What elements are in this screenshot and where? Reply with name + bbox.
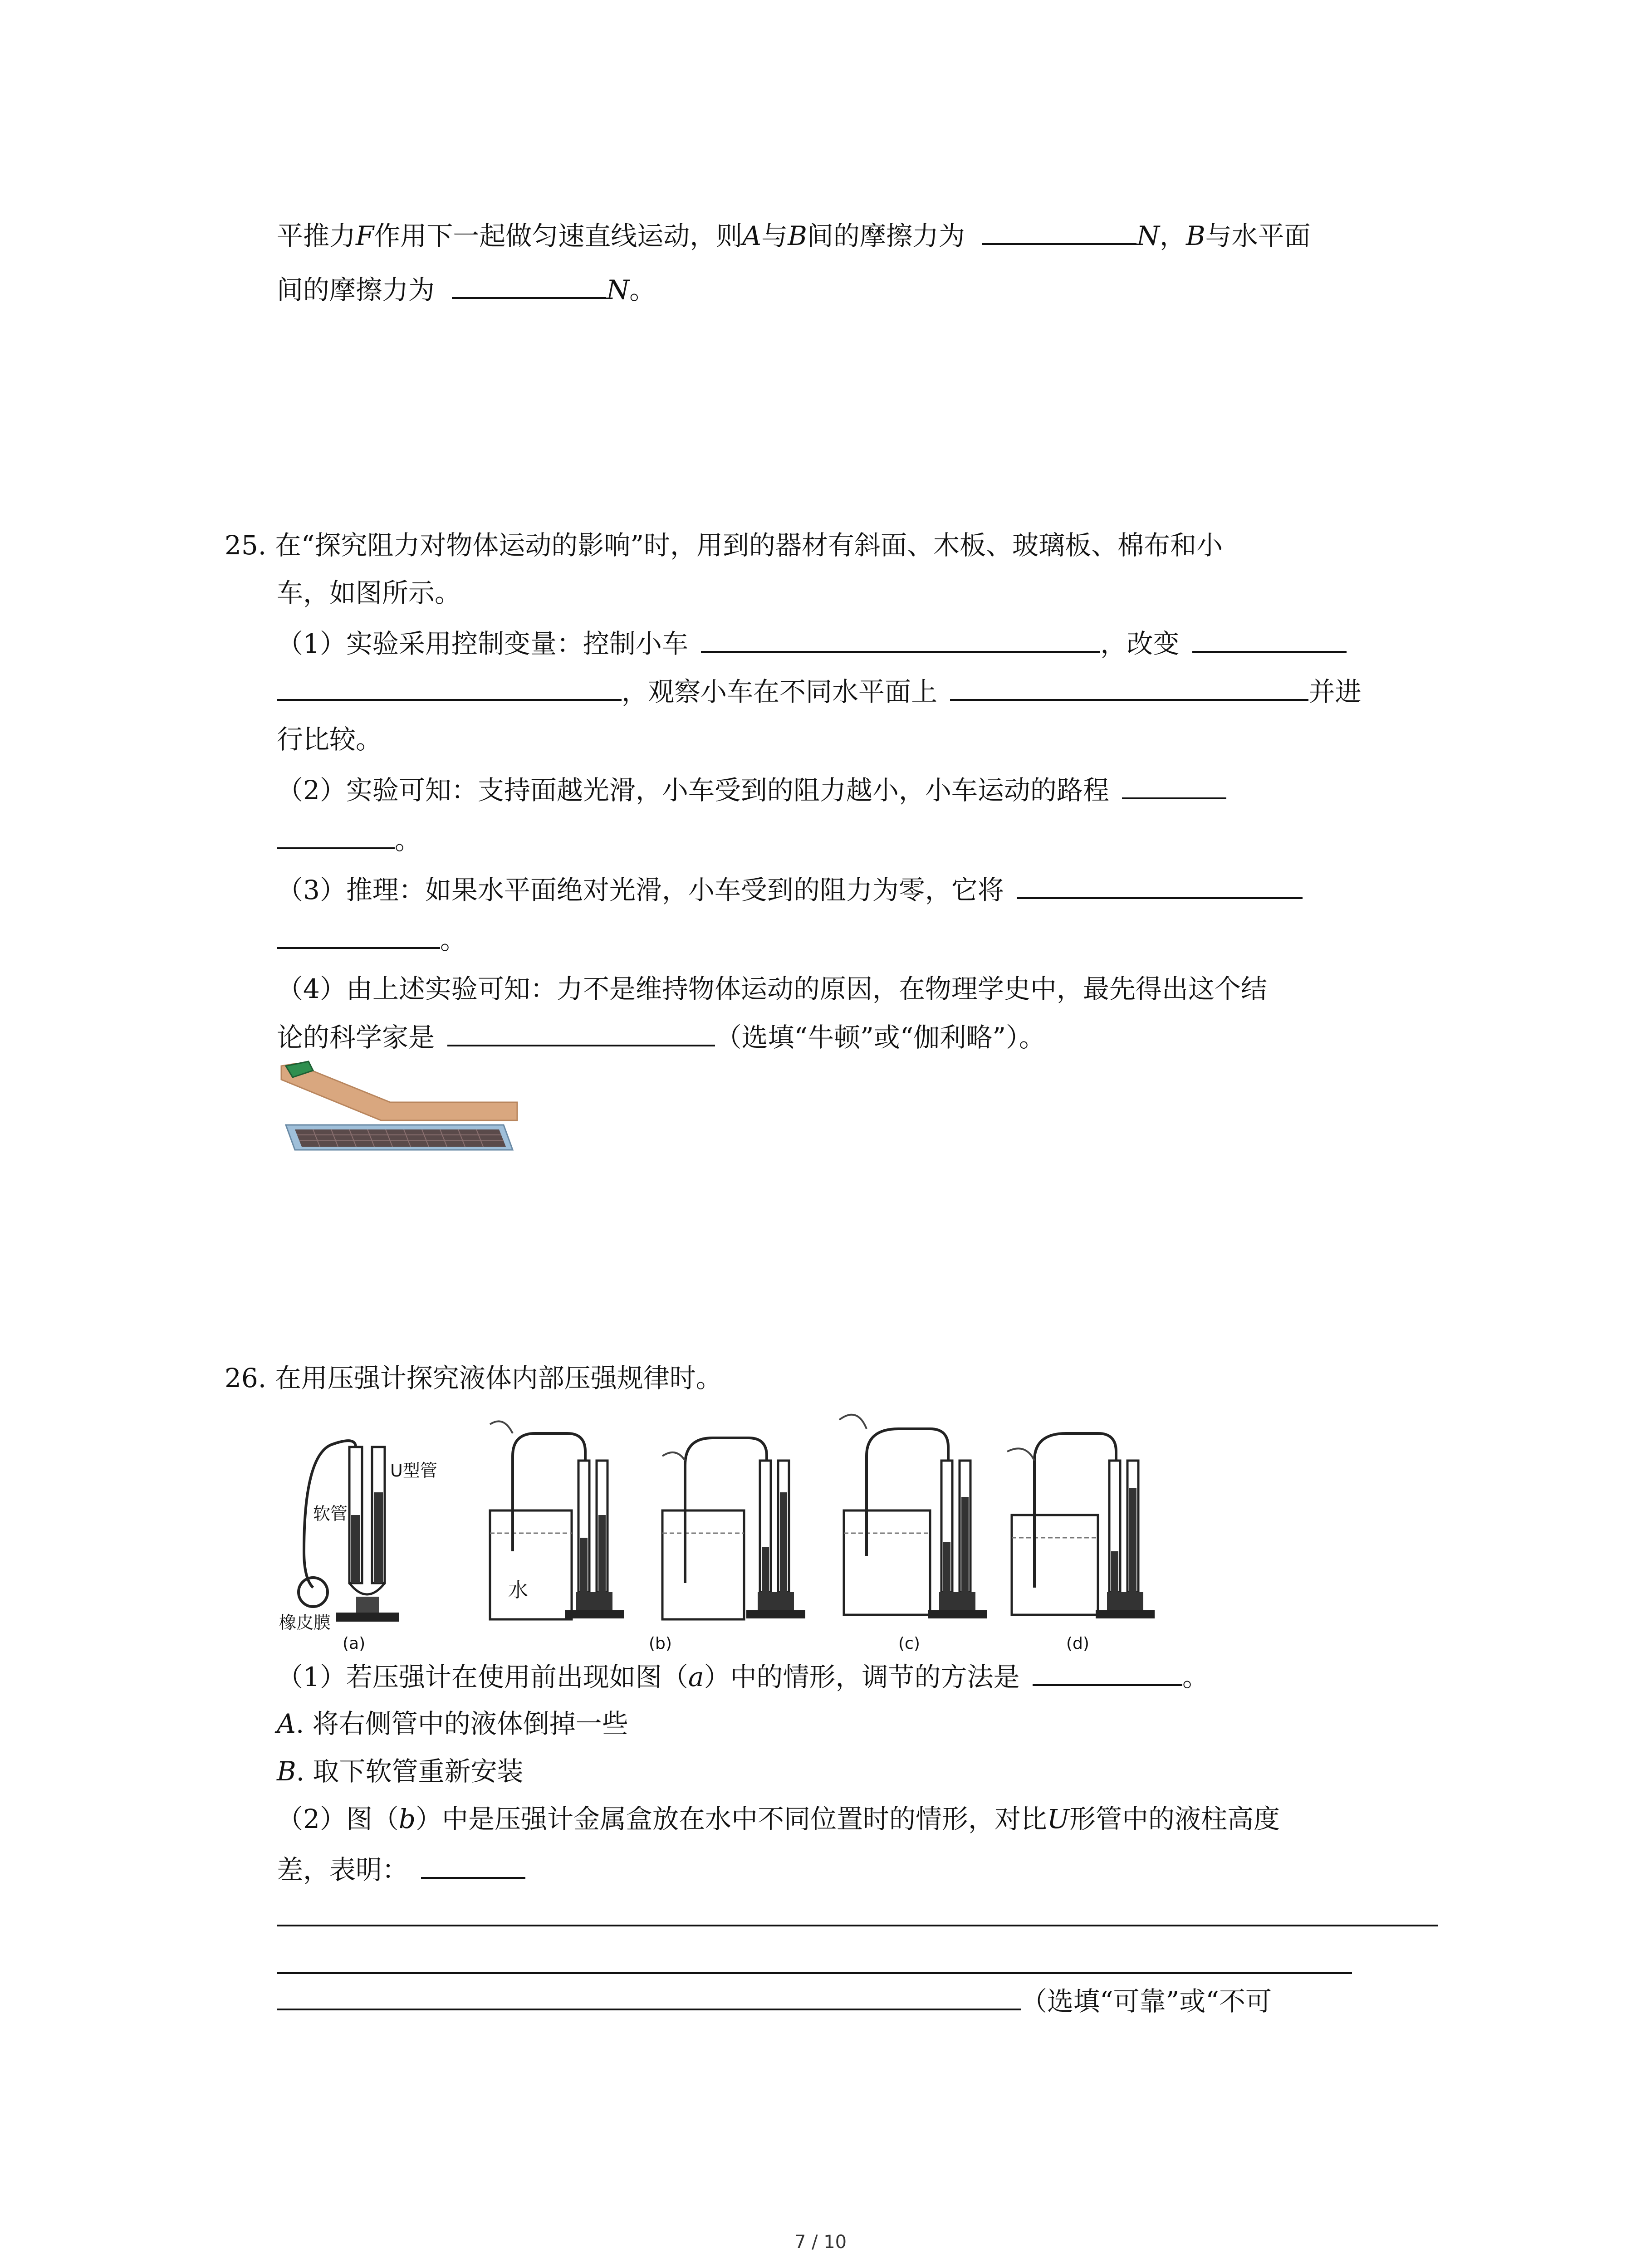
answer-blank-adjust-method[interactable] <box>1033 1658 1182 1686</box>
answer-blank-motion-b[interactable] <box>277 921 440 949</box>
question-number: 26. <box>225 1363 267 1393</box>
answer-blank-distance-b[interactable] <box>277 821 395 849</box>
q26-part1: （1）若压强计在使用前出现如图（a）中的情形，调节的方法是 。 <box>277 1658 1209 1695</box>
q25-stem-line-1: 25. 在“探究阻力对物体运动的影响”时，用到的器材有斜面、木板、玻璃板、棉布和小 <box>225 530 1223 561</box>
q25-part4-line-2: 论的科学家是 （选填“牛顿”或“伽利略”）。 <box>277 1018 1045 1056</box>
answer-blank-observe[interactable] <box>950 673 1308 701</box>
q26-option-b: B. 取下软管重新安装 <box>277 1756 524 1787</box>
answer-blank-distance-a[interactable] <box>1122 771 1226 799</box>
u-tube-label: U型管 <box>390 1461 437 1481</box>
q26-part2-line-2: 差，表明： <box>277 1851 525 1888</box>
q26-option-a: A. 将右侧管中的液体倒掉一些 <box>277 1708 628 1739</box>
answer-blank-change-a[interactable] <box>1192 625 1347 653</box>
question-number: 25. <box>225 530 267 561</box>
answer-blank-change-b[interactable] <box>277 673 622 701</box>
manometer-figure-b <box>472 1402 835 1651</box>
hose-label: 软管 <box>313 1504 348 1524</box>
q24-line-1: 平推力F作用下一起做匀速直线运动，则A与B间的摩擦力为 N，B与水平面 <box>277 217 1311 254</box>
manometer-figure-c <box>830 1402 1003 1651</box>
answer-blank-ab-friction[interactable] <box>982 217 1136 245</box>
q25-part1-line-1: （1）实验采用控制变量：控制小车 ，改变 <box>277 625 1347 662</box>
answer-blank-reliability[interactable] <box>277 1982 1021 2010</box>
cloth-surface <box>295 1129 506 1147</box>
fig-label-c: (c) <box>898 1634 920 1651</box>
q25-part2-line-1: （2）实验可知：支持面越光滑，小车受到的阻力越小，小车运动的路程 <box>277 771 1226 808</box>
q25-part4-line-1: （4）由上述实验可知：力不是维持物体运动的原因，在物理学史中，最先得出这个结 <box>277 973 1267 1004</box>
answer-rule-2[interactable] <box>277 1972 1352 1974</box>
q25-part3-line-1: （3）推理：如果水平面绝对光滑，小车受到的阻力为零，它将 <box>277 871 1303 908</box>
fig-label-d: (d) <box>1066 1634 1089 1651</box>
answer-blank-motion-a[interactable] <box>1017 871 1303 899</box>
manometer-figure-a <box>277 1438 481 1651</box>
q25-part1-line-2: ，观察小车在不同水平面上 并进 <box>277 673 1361 710</box>
q26-stem: 26. 在用压强计探究液体内部压强规律时。 <box>225 1363 722 1393</box>
q24-line-2: 间的摩擦力为 N。 <box>277 271 656 308</box>
membrane-label: 橡皮膜 <box>279 1613 331 1633</box>
fig-label-b: (b) <box>649 1634 672 1651</box>
page-number: 7 / 10 <box>794 2232 847 2253</box>
q25-part1-line-3: 行比较。 <box>277 724 382 755</box>
manometer-figure-d <box>998 1402 1171 1651</box>
q25-stem-line-2: 车，如图所示。 <box>277 577 461 608</box>
answer-blank-conclusion[interactable] <box>421 1851 525 1879</box>
q26-part2-line-1: （2）图（b）中是压强计金属盒放在水中不同位置时的情形，对比U形管中的液柱高度 <box>277 1804 1280 1834</box>
answer-blank-control[interactable] <box>701 625 1100 653</box>
answer-rule-1[interactable] <box>277 1925 1438 1926</box>
fig-label-a: (a) <box>343 1634 366 1651</box>
answer-blank-scientist[interactable] <box>447 1018 715 1046</box>
q25-part2-line-2: 。 <box>277 821 421 858</box>
q25-part3-line-2: 。 <box>277 921 466 958</box>
water-label: 水 <box>508 1579 528 1602</box>
wooden-board <box>281 1064 517 1120</box>
answer-blank-b-ground-friction[interactable] <box>452 271 606 299</box>
ramp-figure <box>277 1057 522 1161</box>
q26-tail: （选填“可靠”或“不可 <box>277 1982 1272 2019</box>
